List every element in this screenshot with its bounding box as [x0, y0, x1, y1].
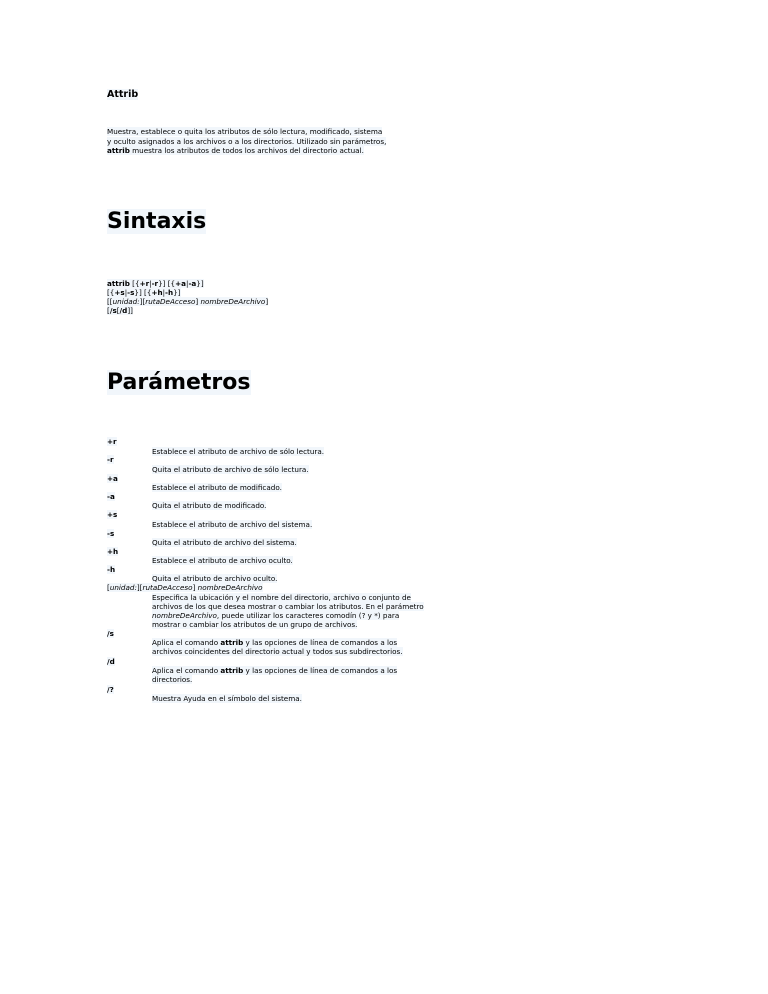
param-desc-path-line-2: archivos de los que desea mostrar o cambiar los atributos. En el parámetro — [152, 602, 424, 611]
syntax-line-2: [{+s|-s}] [{+h|-h}] — [107, 288, 181, 297]
param-desc-d-switch-line-2: directorios. — [152, 675, 193, 684]
param-term-minus-a: -a — [107, 492, 115, 501]
param-term-plus-r: +r — [107, 437, 117, 446]
param-desc-minus-a: Quita el atributo de modificado. — [152, 501, 267, 510]
syntax-line-1: attrib [{+r|-r}] [{+a|-a}] — [107, 279, 204, 288]
parameters-heading: Parámetros — [107, 370, 251, 395]
syntax-heading: Sintaxis — [107, 209, 207, 234]
param-term-minus-s: -s — [107, 529, 115, 538]
param-desc-help-switch: Muestra Ayuda en el símbolo del sistema. — [152, 694, 302, 703]
param-desc-path-line-1: Especifica la ubicación y el nombre del directorio, archivo o conjunto de — [152, 593, 411, 602]
param-desc-s-switch-line-2: archivos coincidentes del directorio actual y todos sus subdirectorios. — [152, 647, 403, 656]
param-term-plus-a: +a — [107, 474, 118, 483]
param-desc-path-line-4: mostrar o cambiar los atributos de un grupo de archivos. — [152, 620, 358, 629]
param-term-minus-r: -r — [107, 455, 114, 464]
param-term-minus-h: -h — [107, 565, 116, 574]
param-desc-minus-s: Quita el atributo de archivo del sistema. — [152, 538, 297, 547]
param-term-help-switch: /? — [107, 685, 114, 694]
intro-command: attrib — [107, 146, 130, 155]
param-term-plus-s: +s — [107, 510, 118, 519]
param-desc-minus-h: Quita el atributo de archivo oculto. — [152, 574, 278, 583]
param-term-plus-h: +h — [107, 547, 119, 556]
param-desc-minus-r: Quita el atributo de archivo de sólo lectura. — [152, 465, 309, 474]
syntax-line-3: [[unidad:][rutaDeAcceso] nombreDeArchivo] — [107, 297, 269, 306]
intro-line-2: y oculto asignados a los archivos o a los directorios. Utilizado sin parámetros, — [107, 137, 387, 146]
syntax-line-4: [/s[/d]] — [107, 306, 133, 315]
param-desc-s-switch-line-1: Aplica el comando attrib y las opciones de línea de comandos a los — [152, 638, 398, 647]
intro-line-1: Muestra, establece o quita los atributos de sólo lectura, modificado, sistema — [107, 127, 383, 136]
param-desc-path-line-3: nombreDeArchivo, puede utilizar los caracteres comodín (? y *) para — [152, 611, 400, 620]
intro-line-3: attrib muestra los atributos de todos los archivos del directorio actual. — [107, 146, 364, 155]
param-term-d-switch: /d — [107, 657, 115, 666]
param-desc-plus-h: Establece el atributo de archivo oculto. — [152, 556, 293, 565]
param-desc-plus-s: Establece el atributo de archivo del sistema. — [152, 520, 313, 529]
param-desc-d-switch-line-1: Aplica el comando attrib y las opciones de línea de comandos a los — [152, 666, 398, 675]
page-title: Attrib — [107, 89, 139, 100]
param-term-s-switch: /s — [107, 629, 114, 638]
param-desc-plus-r: Establece el atributo de archivo de sólo lectura. — [152, 447, 325, 456]
param-desc-plus-a: Establece el atributo de modificado. — [152, 483, 282, 492]
param-term-path: [unidad:][rutaDeAcceso] nombreDeArchivo — [107, 583, 263, 592]
